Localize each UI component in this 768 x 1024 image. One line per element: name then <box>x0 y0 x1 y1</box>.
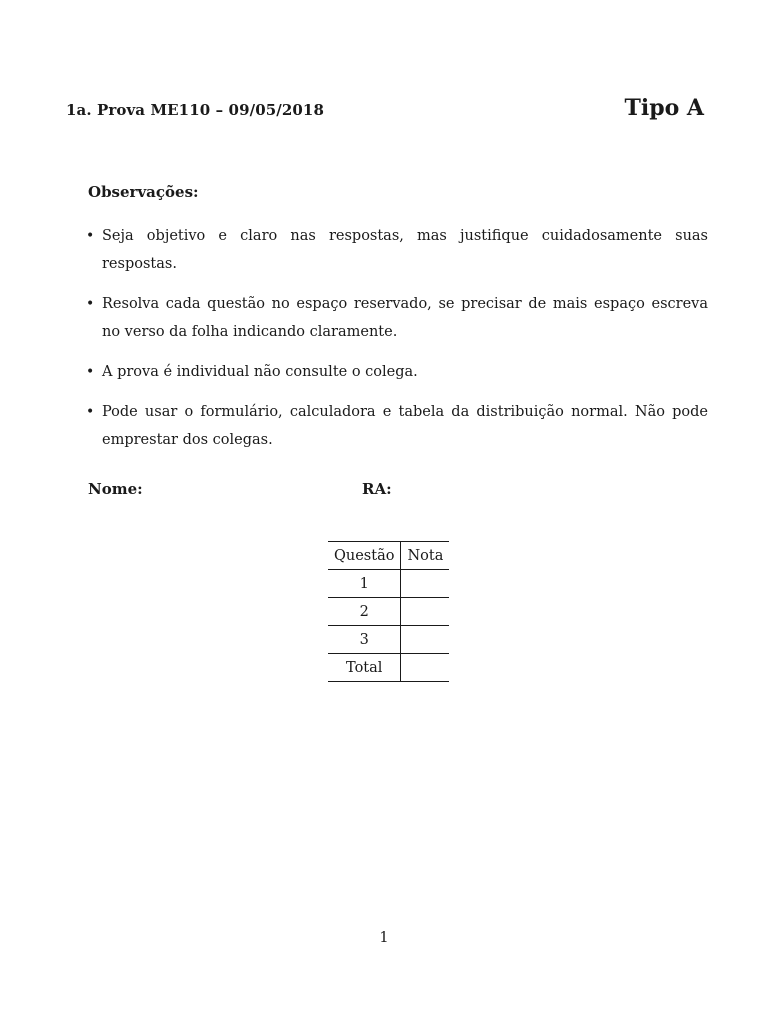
observations-list <box>86 222 708 466</box>
observation-text: Resolva cada questão no espaço reservado, se precisar de mais espaço escreva no verso da folha indicando claramente. <box>102 296 708 340</box>
table-row <box>328 626 449 654</box>
question-cell: 1 <box>328 570 401 598</box>
bullet-icon: • <box>86 228 95 244</box>
observation-item <box>86 398 708 454</box>
grades-table <box>328 541 449 682</box>
page-header <box>66 92 704 132</box>
total-cell: Total <box>328 654 401 682</box>
table-row <box>328 654 449 682</box>
bullet-icon: • <box>86 404 95 420</box>
observations-title: Observações: <box>88 183 199 201</box>
observation-item <box>86 222 708 278</box>
total-grade-cell <box>401 654 449 682</box>
ra-field-label: RA: <box>362 480 392 498</box>
exam-type: Tipo A <box>624 95 704 121</box>
bullet-icon: • <box>86 364 95 380</box>
column-header-nota: Nota <box>401 542 449 570</box>
exam-title: 1a. Prova ME110 – 09/05/2018 <box>66 101 324 119</box>
observation-item <box>86 358 708 386</box>
question-cell: 2 <box>328 598 401 626</box>
question-cell: 3 <box>328 626 401 654</box>
observation-text: Seja objetivo e claro nas respostas, mas justifique cuidadosamente suas respostas. <box>102 228 708 272</box>
name-field-label: Nome: <box>88 480 143 498</box>
bullet-icon: • <box>86 296 95 312</box>
observation-text: Pode usar o formulário, calculadora e tabela da distribuição normal. Não pode emprestar dos colegas. <box>102 404 708 448</box>
table-row <box>328 598 449 626</box>
grade-cell <box>401 626 449 654</box>
grade-cell <box>401 570 449 598</box>
table-header-row <box>328 542 449 570</box>
table-row <box>328 570 449 598</box>
page-number: 1 <box>379 930 389 946</box>
grade-cell <box>401 598 449 626</box>
observation-item <box>86 290 708 346</box>
observation-text: A prova é individual não consulte o colega. <box>102 364 418 380</box>
column-header-questao: Questão <box>328 542 401 570</box>
